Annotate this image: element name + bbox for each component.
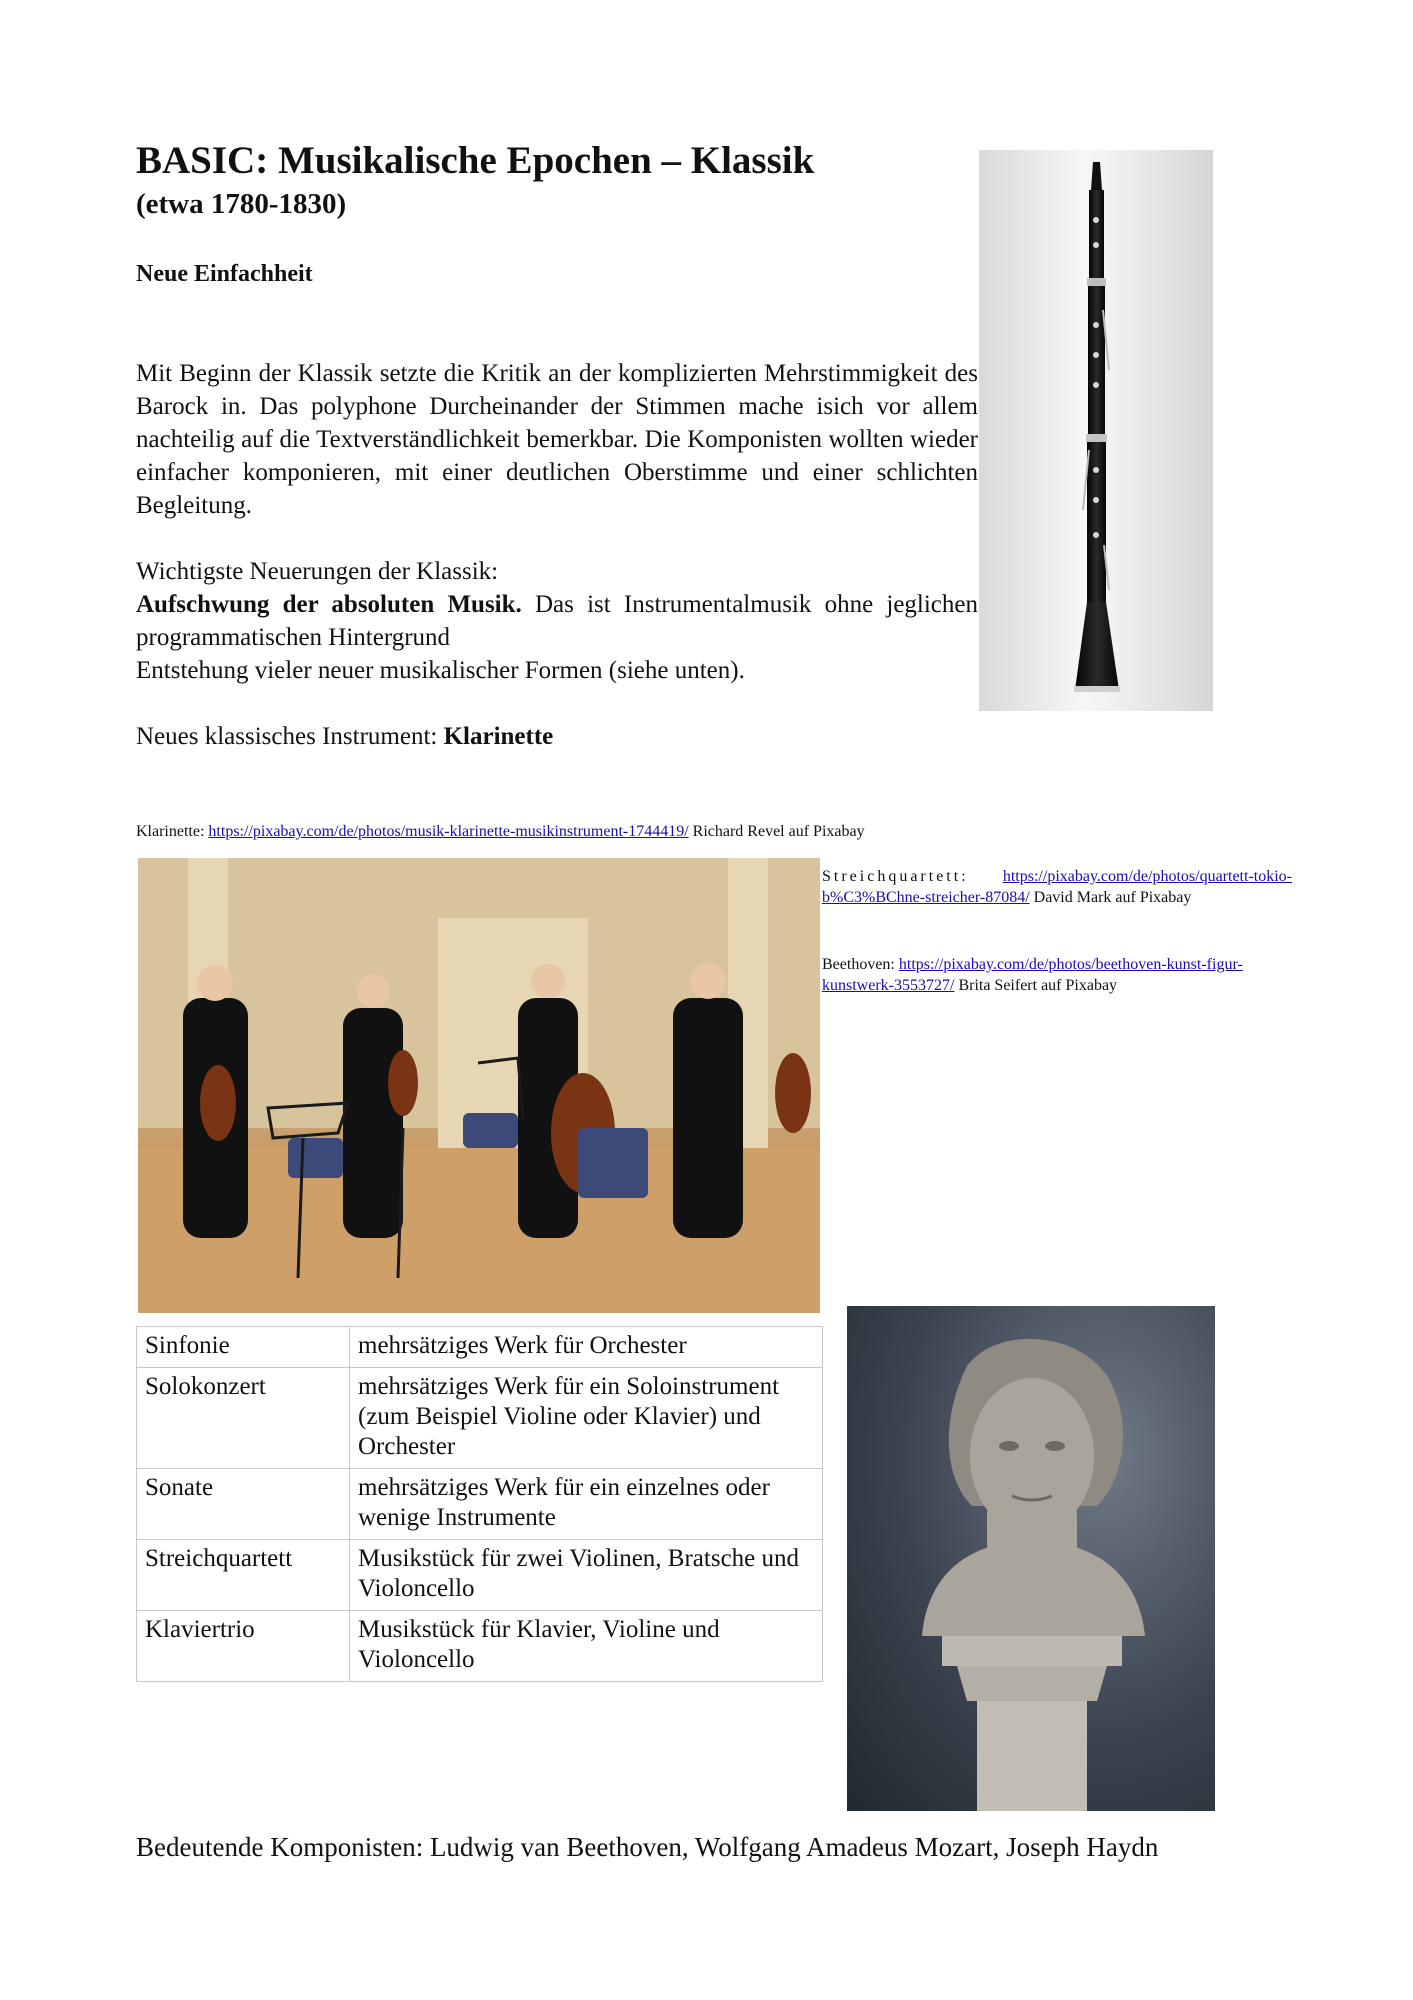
quartet-credit [822, 866, 1292, 908]
form-term-cell: Streichquartett [137, 1540, 350, 1611]
instrument-label: Neues klassisches Instrument: [136, 723, 444, 750]
section-heading: Neue Einfachheit [136, 261, 313, 287]
table-row [137, 1327, 823, 1368]
form-description-cell: Musikstück für zwei Violinen, Bratsche und Violoncello [350, 1540, 823, 1611]
page-title: BASIC: Musikalische Epochen – Klassik [136, 139, 815, 182]
clarinet-credit [136, 821, 1136, 842]
page-subtitle: (etwa 1780-1830) [136, 188, 347, 220]
clarinet-credit-prefix: Klarinette: [136, 823, 209, 840]
beethoven-credit-author: Brita Seifert auf Pixabay [954, 977, 1118, 994]
innovation-item-1-bold: Aufschwung der absoluten Musik. [136, 591, 522, 618]
form-term-cell: Klaviertrio [137, 1611, 350, 1682]
table-row [137, 1611, 823, 1682]
main-text [136, 357, 978, 753]
clarinet-credit-link[interactable]: https://pixabay.com/de/photos/musik-klarinette-musikinstrument-1744419/ [208, 823, 689, 840]
innovation-item-1 [136, 588, 978, 654]
beethoven-credit-link[interactable]: https://pixabay.com/de/photos/beethoven-kunst-figur-kunstwerk-3553727/ [822, 956, 1243, 994]
quartet-credit-prefix: Streichquartett: [822, 868, 1003, 885]
quartet-credit-link[interactable]: https://pixabay.com/de/photos/quartett-tokio-b%C3%BChne-streicher-87084/ [822, 868, 1292, 906]
quartet-credit-author: David Mark auf Pixabay [1029, 889, 1192, 906]
forms-table-body [137, 1327, 823, 1682]
table-row [137, 1469, 823, 1540]
beethoven-bust-image [847, 1306, 1215, 1811]
intro-paragraph: Mit Beginn der Klassik setzte die Kritik an der komplizierten Mehrstimmigkeit des Barock in. Das polyphone Durcheinander der Stimmen mache isich vor allem nachteilig auf die Textverständlichkeit bemerkbar. Die Komponisten wollten wieder einfacher komponieren, mit einer deutlichen Oberstimme und einer schlichten Begleitung. [136, 360, 978, 519]
table-row [137, 1368, 823, 1469]
instrument-name: Klarinette [443, 723, 554, 750]
string-quartet-illustration [138, 858, 820, 1313]
beethoven-credit [822, 954, 1292, 996]
beethoven-bust-illustration [847, 1306, 1215, 1811]
innovation-item-2: Entstehung vieler neuer musikalischer Formen (siehe unten). [136, 657, 745, 684]
beethoven-credit-prefix: Beethoven: [822, 956, 899, 973]
innovations-heading: Wichtigste Neuerungen der Klassik: [136, 558, 499, 585]
forms-table [136, 1326, 823, 1682]
table-row [137, 1540, 823, 1611]
innovation-item-1-text: Das ist Instrumentalmusik ohne jeglichen programmatischen Hintergrund [136, 591, 979, 651]
clarinet-image [979, 150, 1213, 711]
form-description-cell: mehrsätziges Werk für Orchester [350, 1327, 823, 1368]
string-quartet-image [138, 858, 820, 1313]
clarinet-icon [979, 150, 1213, 711]
form-term-cell: Sonate [137, 1469, 350, 1540]
form-term-cell: Sinfonie [137, 1327, 350, 1368]
form-description-cell: mehrsätziges Werk für ein einzelnes oder wenige Instrumente [350, 1469, 823, 1540]
form-description-cell: mehrsätziges Werk für ein Soloinstrument (zum Beispiel Violine oder Klavier) und Orchester [350, 1368, 823, 1469]
form-description-cell: Musikstück für Klavier, Violine und Violoncello [350, 1611, 823, 1682]
form-term-cell: Solokonzert [137, 1368, 350, 1469]
new-instrument-line [136, 720, 978, 753]
clarinet-credit-author: Richard Revel auf Pixabay [688, 823, 865, 840]
composers-line: Bedeutende Komponisten: Ludwig van Beethoven, Wolfgang Amadeus Mozart, Joseph Haydn [136, 1832, 1159, 1862]
